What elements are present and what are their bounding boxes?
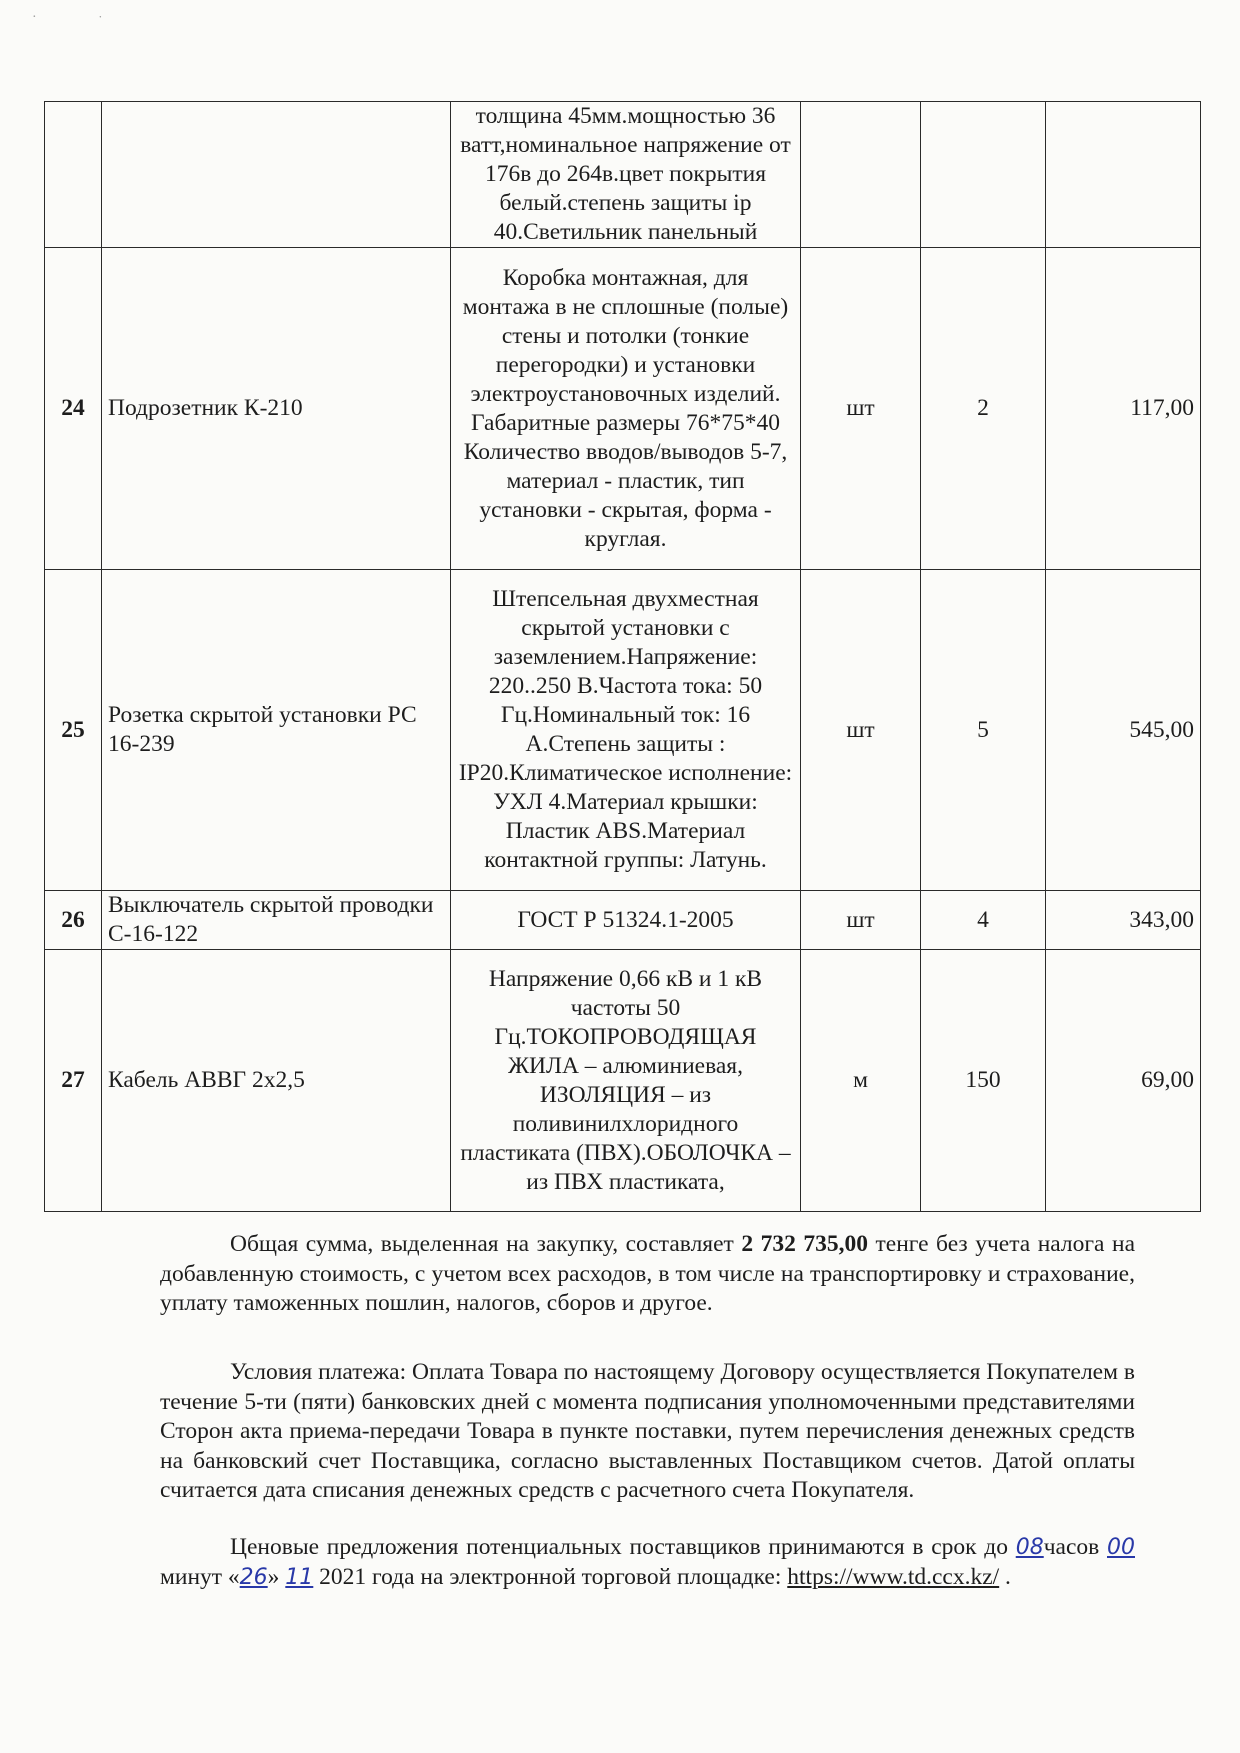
deadline-paragraph: Ценовые предложения потенциальных поставщиков принимаются в срок до 08часов 00 минут «26» 11 2021 года на электронной торговой площадке: https://www.td.ccx.kz/ . [160,1534,1135,1590]
item-description: Штепсельная двухместная скрытой установки с заземлением.Напряжение: 220..250 В.Частота тока: 50 Гц.Номинальный ток: 16 А.Степень защиты : IP20.Климатическое исполнение: УХЛ 4.Материал крышки: Пластик ABS.Материал контактной группы: Латунь. [451,570,801,891]
item-name: Кабель АВВГ 2х2,5 [102,950,451,1212]
item-quantity: 2 [921,248,1046,570]
item-name: Розетка скрытой установки РС 16-239 [102,570,451,891]
handwritten-minutes: 00 [1107,1535,1135,1560]
table-row [45,248,1201,570]
scan-artifact: · [32,10,37,25]
row-number: 25 [45,570,102,891]
item-description: Коробка монтажная, для монтажа в не сплошные (полые) стены и потолки (тонкие перегородки) и установки электроустановочных изделий. Габаритные размеры 76*75*40 Количество вводов/выводов 5-7, материал - пластик, тип установки - скрытая, форма - круглая. [451,248,801,570]
item-quantity: 5 [921,570,1046,891]
total-amount-paragraph: Общая сумма, выделенная на закупку, составляет 2 732 735,00 тенге без учета налога на добавленную стоимость, с учетом всех расходов, в том числе на транспортировку и страхование, уплату таможенных пошлин, налогов, сборов и другое. [160,1231,1135,1316]
item-price: 343,00 [1046,891,1201,950]
item-price: 545,00 [1046,570,1201,891]
row-number: 24 [45,248,102,570]
item-unit: шт [801,891,921,950]
item-name: Подрозетник К-210 [102,248,451,570]
item-quantity: 150 [921,950,1046,1212]
row-number: 26 [45,891,102,950]
platform-link[interactable]: https://www.td.ccx.kz/ [787,1563,1000,1590]
handwritten-month: 11 [285,1564,314,1590]
item-price [1046,102,1201,248]
item-description: толщина 45мм.мощностью 36 ватт,номинальное напряжение от 176в до 264в.цвет покрытия белый.степень защиты ip 40.Светильник панельный [451,102,801,248]
item-quantity [921,102,1046,248]
item-unit: шт [801,570,921,891]
item-unit [801,102,921,248]
specification-table [44,101,1201,1212]
table-row [45,950,1201,1212]
item-unit: м [801,950,921,1212]
table-row [45,102,1201,248]
item-description: ГОСТ Р 51324.1-2005 [451,891,801,950]
scan-artifact: ˙ [98,14,103,29]
item-name [102,102,451,248]
table-row [45,570,1201,891]
row-number [45,102,102,248]
table-row [45,891,1201,950]
total-amount: 2 732 735,00 [741,1231,868,1257]
payment-terms-paragraph: Условия платежа: Оплата Товара по настоящему Договору осуществляется Покупателем в течение 5-ти (пяти) банковских дней с момента подписания уполномоченными представителями Сторон акта приема-передачи Товара в пункте поставки, путем перечисления денежных средств на банковский счет Поставщика, согласно выставленных Поставщиком счетов. Датой оплаты считается дата списания денежных средств с расчетного счета Покупателя. [160,1359,1135,1503]
item-quantity: 4 [921,891,1046,950]
item-unit: шт [801,248,921,570]
item-name: Выключатель скрытой проводки С-16-122 [102,891,451,950]
item-price: 69,00 [1046,950,1201,1212]
item-price: 117,00 [1046,248,1201,570]
item-description: Напряжение 0,66 кВ и 1 кВ частоты 50 Гц.ТОКОПРОВОДЯЩАЯ ЖИЛА – алюминиевая, ИЗОЛЯЦИЯ – из поливинилхлоридного пластиката (ПВХ).ОБОЛОЧКА – из ПВХ пластиката, [451,950,801,1212]
handwritten-day: 26 [239,1564,268,1590]
row-number: 27 [45,950,102,1212]
handwritten-hours: 08 [1015,1535,1044,1560]
